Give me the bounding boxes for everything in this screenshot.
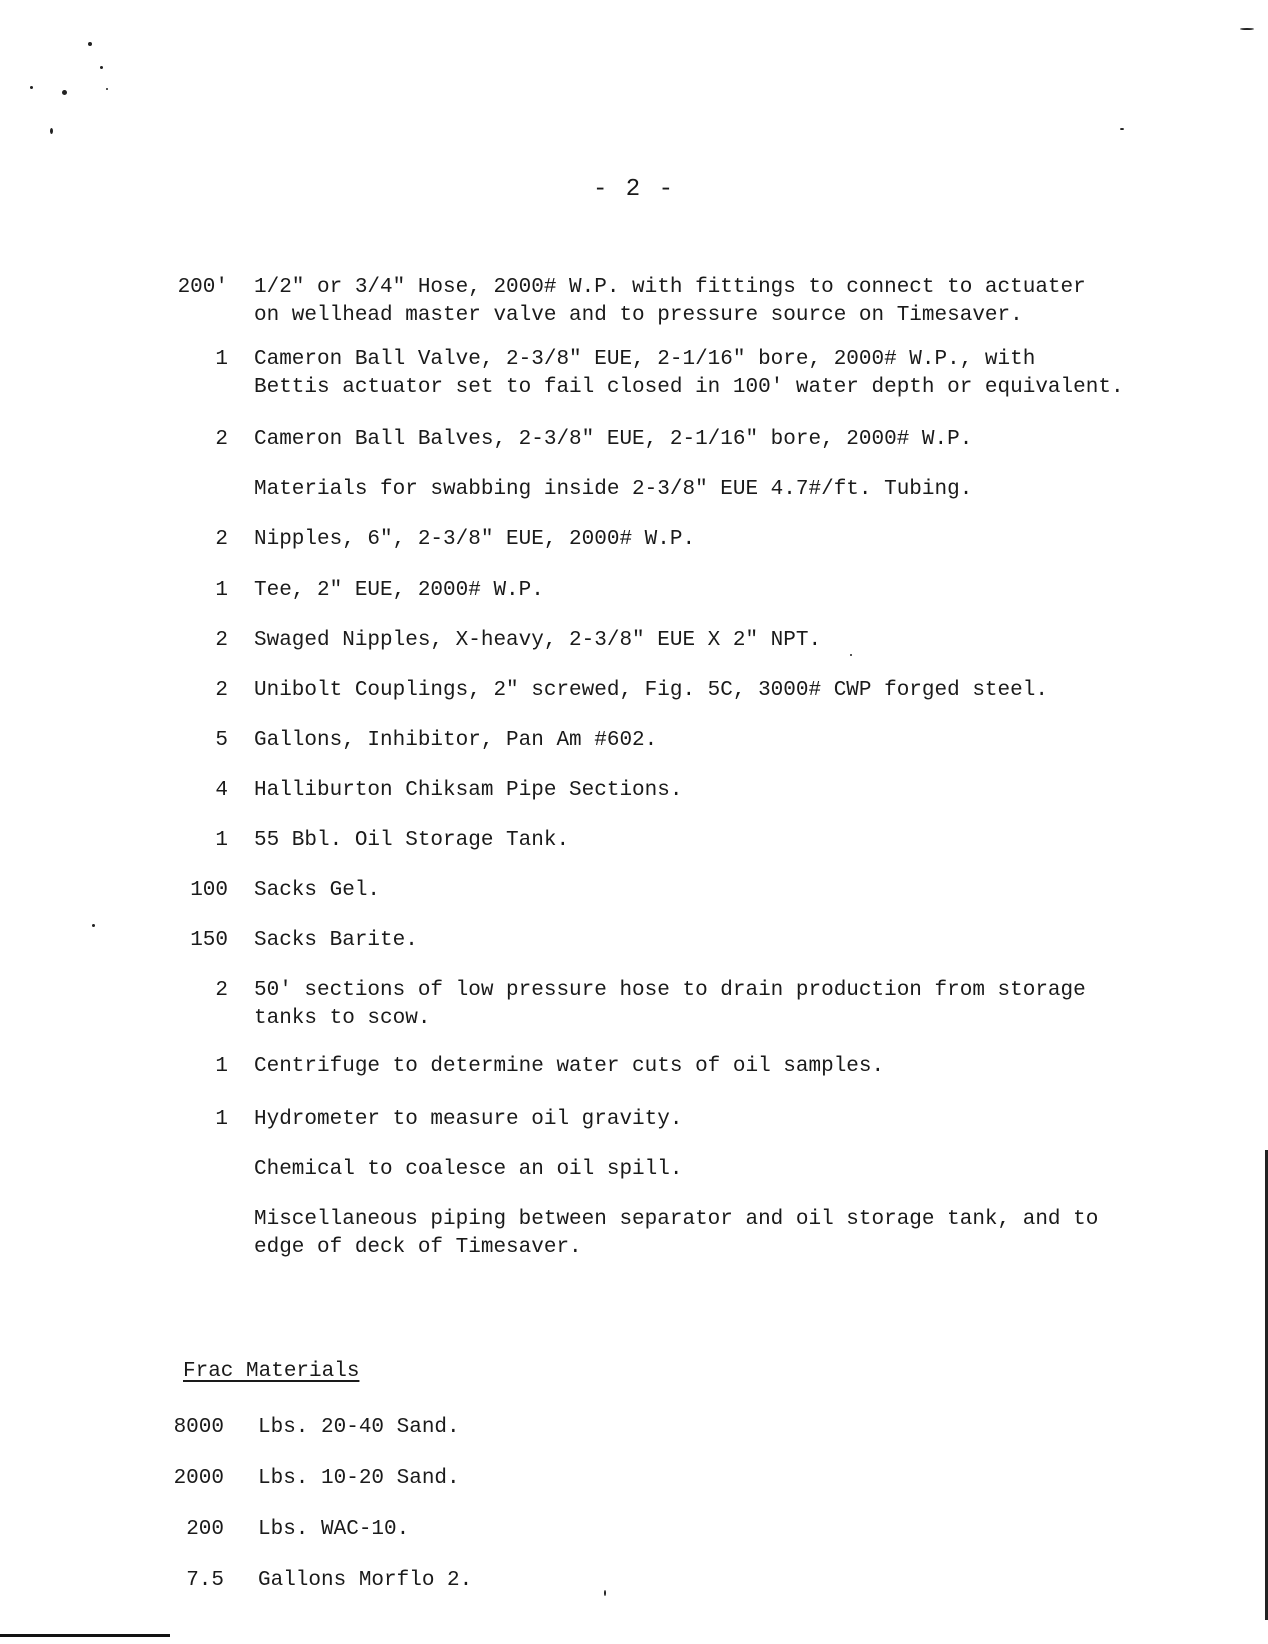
item-quantity: 7.5 <box>186 1569 224 1592</box>
item-description: Lbs. 10-20 Sand. <box>258 1467 460 1490</box>
item-quantity: 1 <box>215 1108 228 1131</box>
item-quantity: 200' <box>177 276 228 299</box>
item-description: Sacks Barite. <box>254 929 418 952</box>
item-description: Nipples, 6", 2-3/8" EUE, 2000# W.P. <box>254 528 696 551</box>
list-item <box>0 677 1268 727</box>
item-description: Cameron Ball Balves, 2-3/8" EUE, 2-1/16" bore, 2000# W.P. <box>254 428 973 451</box>
list-item <box>0 1206 1268 1266</box>
item-quantity: 2 <box>215 428 228 451</box>
scan-speck <box>106 88 108 90</box>
item-description: Cameron Ball Valve, 2-3/8" EUE, 2-1/16" bore, 2000# W.P., with Bettis actuator set to fail closed in 100' water depth or equivalent. <box>254 348 1124 399</box>
list-item <box>0 1414 1268 1465</box>
scan-speck <box>88 42 92 46</box>
item-description: Lbs. 20-40 Sand. <box>258 1416 460 1439</box>
item-quantity: 1 <box>215 1055 228 1078</box>
scan-speck <box>100 66 103 69</box>
scan-speck <box>30 86 33 89</box>
list-item <box>0 977 1268 1053</box>
list-item <box>0 927 1268 977</box>
list-item <box>0 1465 1268 1516</box>
scan-speck <box>62 90 67 95</box>
scan-edge-line <box>0 1634 170 1637</box>
item-description: Lbs. WAC-10. <box>258 1518 410 1541</box>
item-description: 50' sections of low pressure hose to drain production from storage tanks to scow. <box>254 979 1086 1030</box>
page-number: - 2 - <box>592 176 675 203</box>
item-description: Swaged Nipples, X-heavy, 2-3/8" EUE X 2" NPT. <box>254 629 822 652</box>
list-item <box>0 1053 1268 1106</box>
list-item <box>0 1567 1268 1618</box>
list-item <box>0 627 1268 677</box>
item-description: Miscellaneous piping between separator and oil storage tank, and to edge of deck of Timesaver. <box>254 1208 1099 1259</box>
item-description: Tee, 2" EUE, 2000# W.P. <box>254 579 544 602</box>
list-item <box>0 777 1268 827</box>
list-item <box>0 1106 1268 1156</box>
scan-speck <box>604 1590 606 1596</box>
item-quantity: 4 <box>215 779 228 802</box>
scan-speck <box>50 128 53 134</box>
item-quantity: 1 <box>215 348 228 371</box>
item-description: 1/2" or 3/4" Hose, 2000# W.P. with fittings to connect to actuater on wellhead master valve and to pressure source on Timesaver. <box>254 276 1086 327</box>
item-quantity: 8000 <box>173 1416 224 1439</box>
scan-speck <box>1240 28 1254 30</box>
list-item <box>0 476 1268 526</box>
item-quantity: 2 <box>215 679 228 702</box>
scan-speck <box>92 924 95 927</box>
item-description: Unibolt Couplings, 2" screwed, Fig. 5C, 3000# CWP forged steel. <box>254 679 1048 702</box>
item-description: 55 Bbl. Oil Storage Tank. <box>254 829 570 852</box>
item-quantity: 100 <box>190 879 228 902</box>
item-quantity: 1 <box>215 829 228 852</box>
list-item <box>0 827 1268 877</box>
list-item <box>0 1156 1268 1206</box>
item-quantity: 2000 <box>173 1467 224 1490</box>
item-quantity: 200 <box>186 1518 224 1541</box>
item-quantity: 2 <box>215 629 228 652</box>
list-item <box>0 526 1268 577</box>
item-description: Halliburton Chiksam Pipe Sections. <box>254 779 683 802</box>
list-item <box>0 426 1268 476</box>
list-item <box>0 346 1268 426</box>
scan-speck <box>1120 128 1124 130</box>
scan-speck <box>850 654 852 656</box>
section-title: Frac Materials <box>183 1360 360 1383</box>
item-quantity: 1 <box>215 579 228 602</box>
list-item <box>0 877 1268 927</box>
item-description: Hydrometer to measure oil gravity. <box>254 1108 683 1131</box>
item-description: Sacks Gel. <box>254 879 381 902</box>
list-item <box>0 1516 1268 1567</box>
item-description: Chemical to coalesce an oil spill. <box>254 1158 683 1181</box>
item-quantity: 5 <box>215 729 228 752</box>
item-quantity: 2 <box>215 979 228 1002</box>
frac-materials-list <box>0 1414 1268 1618</box>
item-description: Materials for swabbing inside 2-3/8" EUE 4.7#/ft. Tubing. <box>254 478 973 501</box>
item-quantity: 150 <box>190 929 228 952</box>
list-item <box>0 274 1268 346</box>
item-quantity: 2 <box>215 528 228 551</box>
list-item <box>0 727 1268 777</box>
item-description: Centrifuge to determine water cuts of oil samples. <box>254 1055 885 1078</box>
equipment-list <box>0 274 1268 1266</box>
item-description: Gallons, Inhibitor, Pan Am #602. <box>254 729 658 752</box>
item-description: Gallons Morflo 2. <box>258 1569 473 1592</box>
list-item <box>0 577 1268 627</box>
